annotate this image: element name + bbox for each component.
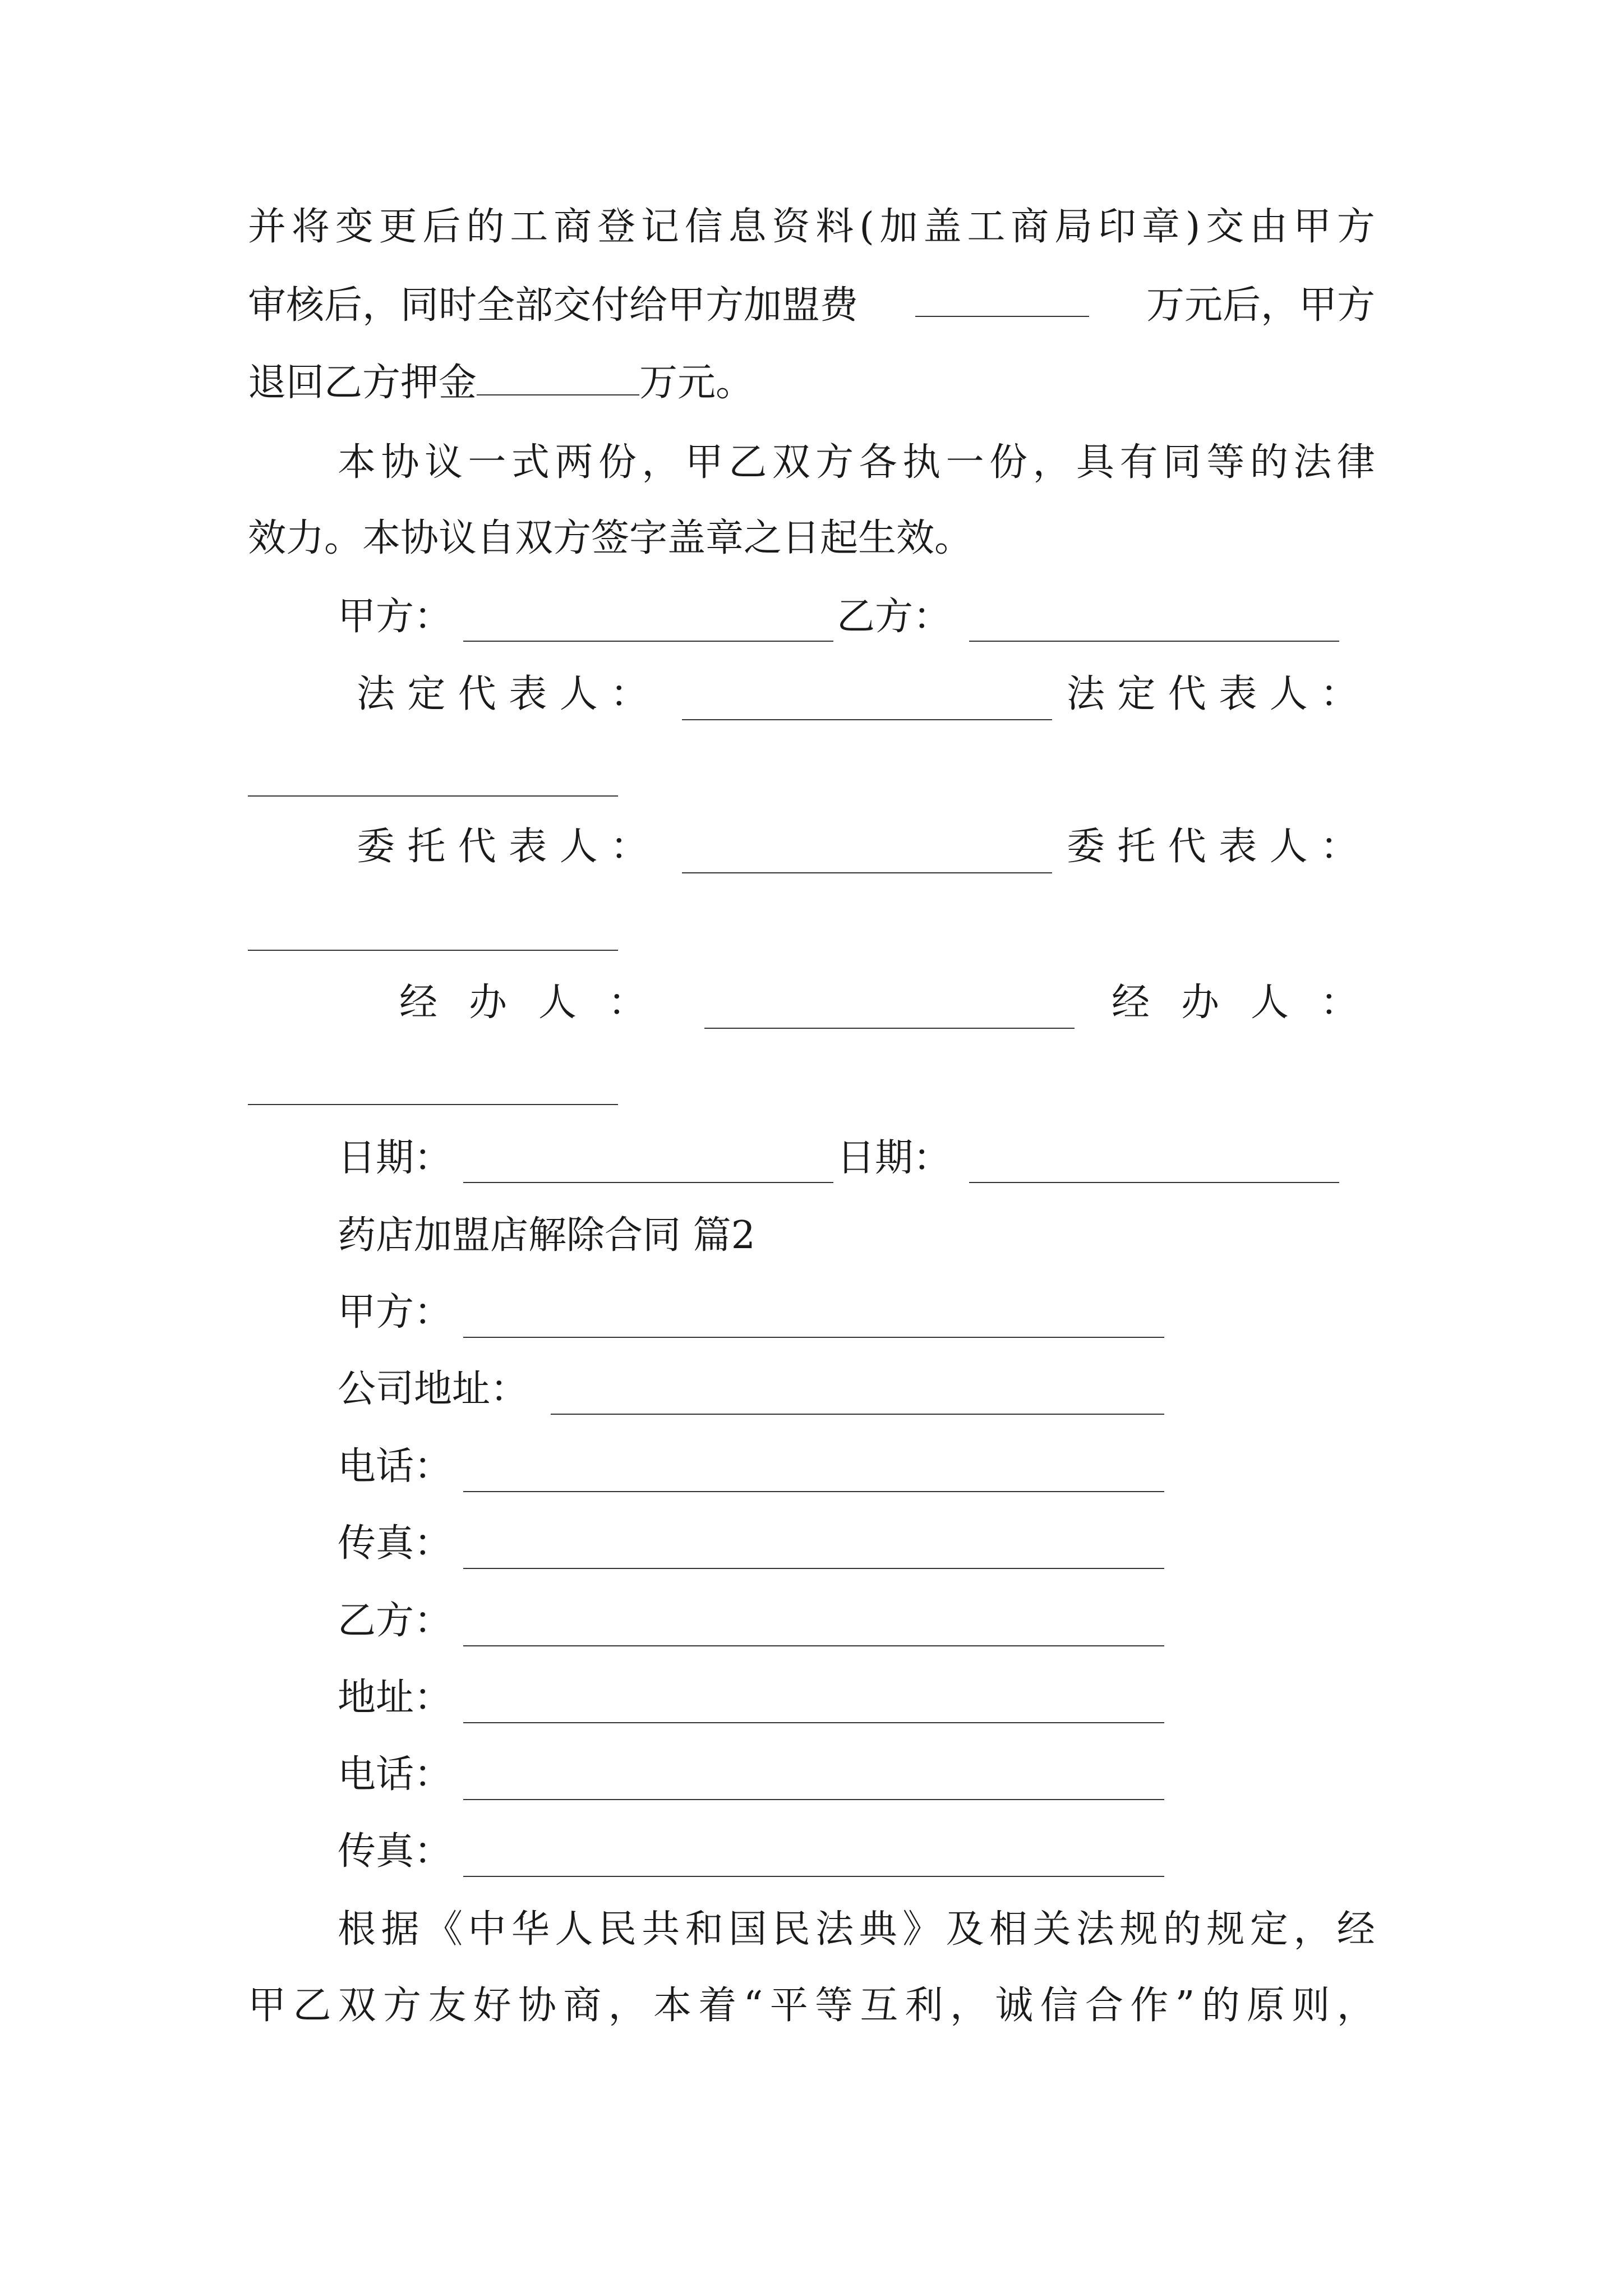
glyph: 工 — [510, 205, 548, 249]
glyph: 等 — [1206, 440, 1245, 485]
glyph: 议 — [424, 440, 463, 485]
glyph: 变 — [335, 205, 374, 249]
section2-heading: 药店加盟店解除合同 篇2 — [338, 1213, 755, 1258]
glyph: 记 — [640, 205, 679, 249]
glyph: 局 — [1054, 205, 1093, 249]
glyph: ， — [642, 440, 680, 485]
glyph: “ — [743, 1984, 763, 2028]
glyph: 本 — [653, 1984, 691, 2028]
glyph: 加 — [879, 205, 918, 249]
glyph: 根 — [338, 1907, 376, 1952]
glyph: 等 — [815, 1984, 854, 2028]
glyph: 据 — [381, 1907, 419, 1952]
glyph: 定 — [1249, 1907, 1288, 1952]
label-char: 表 — [509, 672, 547, 716]
field-phone-b-label: 电话： — [338, 1752, 453, 1797]
glyph: 的 — [1163, 1907, 1201, 1952]
glyph: 同 — [1163, 440, 1201, 485]
glyph: 交 — [1206, 205, 1244, 249]
label-char: ： — [1320, 672, 1358, 716]
glyph: 乙 — [728, 440, 767, 485]
glyph: 本 — [338, 440, 376, 485]
glyph: 协 — [518, 1984, 556, 2028]
glyph: 信 — [684, 205, 723, 249]
field-party-a-label: 甲方： — [338, 1290, 453, 1335]
glyph: 甲 — [248, 1984, 287, 2028]
glyph: ， — [1293, 1907, 1332, 1952]
glyph: 平 — [769, 1984, 808, 2028]
label-char: 表 — [1219, 672, 1257, 716]
glyph: 协 — [381, 440, 419, 485]
paragraph1-line2 — [248, 283, 1375, 328]
glyph: 国 — [728, 1907, 767, 1952]
glyph: 》 — [902, 1907, 941, 1952]
glyph: 信 — [1040, 1984, 1078, 2028]
field-phone-a-blank[interactable] — [463, 1491, 1164, 1492]
field-fax-a-blank[interactable] — [463, 1568, 1164, 1569]
field-party-b-label: 乙方： — [338, 1599, 453, 1643]
label-char: ： — [610, 825, 648, 869]
paragraph1-line2-text-b: 万元后，甲方 — [1146, 283, 1375, 328]
paragraph2-line2: 效力。本协议自双方签字盖章之日起生效。 — [248, 516, 973, 560]
glyph: 各 — [859, 440, 897, 485]
glyph: 双 — [338, 1984, 376, 2028]
glyph: 律 — [1336, 440, 1375, 485]
glyph: 双 — [772, 440, 810, 485]
entrusted-rep-a-blank[interactable] — [682, 872, 1052, 873]
glyph: 资 — [772, 205, 810, 249]
field-address-b-blank[interactable] — [463, 1722, 1164, 1723]
paragraph1-line3-text-b: 万元。 — [639, 361, 754, 405]
field-party-b-blank[interactable] — [463, 1645, 1164, 1646]
glyph: ， — [608, 1984, 647, 2028]
legal-rep-label-a — [357, 672, 648, 717]
handler-b-blank[interactable] — [248, 1104, 618, 1105]
paragraph1-line2-text-a: 审核后，同时全部交付给甲方加盟费 — [248, 283, 859, 328]
paragraph1-line3-text-a: 退回乙方押金 — [248, 361, 477, 405]
label-char: 人 — [559, 825, 598, 869]
glyph: 友 — [428, 1984, 467, 2028]
label-char: 表 — [1219, 825, 1257, 869]
glyph: 规 — [1119, 1907, 1158, 1952]
glyph: 的 — [466, 205, 505, 249]
glyph: 及 — [946, 1907, 984, 1952]
legal-rep-label-b — [1067, 672, 1358, 717]
glyph: 好 — [473, 1984, 511, 2028]
glyph: 份 — [989, 440, 1028, 485]
glyph: 作 — [1130, 1984, 1169, 2028]
glyph: 互 — [860, 1984, 898, 2028]
label-char: 托 — [407, 825, 446, 869]
glyph: ， — [1336, 1984, 1375, 2028]
glyph: 商 — [1011, 205, 1049, 249]
glyph: 的 — [1249, 440, 1288, 485]
glyph: 《 — [424, 1907, 463, 1952]
glyph: 登 — [597, 205, 636, 249]
glyph: 有 — [1119, 440, 1158, 485]
glyph: 人 — [555, 1907, 593, 1952]
glyph: ( — [859, 205, 874, 249]
glyph: 则 — [1292, 1984, 1330, 2028]
label-char: 代 — [458, 672, 496, 716]
label-char: ： — [1320, 825, 1358, 869]
entrusted-rep-b-blank[interactable] — [248, 950, 618, 951]
section2-body-line1 — [338, 1907, 1375, 1952]
glyph: 具 — [1076, 440, 1114, 485]
paragraph2-line1 — [338, 440, 1375, 485]
label-char: 人 — [1250, 981, 1289, 1025]
label-char: 法 — [357, 672, 395, 716]
date-a-label: 日期： — [338, 1136, 453, 1180]
party-b-blank[interactable] — [969, 641, 1339, 642]
label-char: 法 — [1067, 672, 1105, 716]
date-b-label: 日期： — [837, 1136, 952, 1180]
label-char: 经 — [399, 981, 438, 1025]
handler-a-blank[interactable] — [704, 1028, 1075, 1029]
party-a-label: 甲方： — [338, 595, 453, 639]
field-fax-a-label: 传真： — [338, 1521, 453, 1566]
label-char: ： — [607, 981, 646, 1025]
glyph: 合 — [1085, 1984, 1123, 2028]
label-char: 代 — [1168, 672, 1206, 716]
field-company-address-label: 公司地址： — [338, 1367, 529, 1411]
glyph: 共 — [642, 1907, 680, 1952]
glyph: 典 — [859, 1907, 897, 1952]
party-a-blank[interactable] — [463, 641, 833, 642]
glyph: 由 — [1249, 205, 1288, 249]
glyph: 后 — [422, 205, 461, 249]
glyph: 利 — [905, 1984, 943, 2028]
field-party-a-blank[interactable] — [463, 1337, 1164, 1338]
glyph: 法 — [1076, 1907, 1114, 1952]
field-fax-b-label: 传真： — [338, 1829, 453, 1874]
deposit-blank[interactable] — [477, 362, 639, 395]
glyph: 盖 — [923, 205, 962, 249]
label-char: 代 — [1168, 825, 1206, 869]
handler-label-a — [399, 981, 646, 1025]
glyph: 着 — [698, 1984, 737, 2028]
glyph: 章 — [1141, 205, 1180, 249]
glyph: 印 — [1098, 205, 1137, 249]
glyph: 法 — [815, 1907, 854, 1952]
label-char: 委 — [1067, 825, 1105, 869]
label-char: 办 — [1181, 981, 1219, 1025]
label-char: 办 — [468, 981, 507, 1025]
glyph: 份 — [598, 440, 637, 485]
label-char: ： — [1320, 981, 1358, 1025]
glyph: 华 — [511, 1907, 550, 1952]
party-b-label: 乙方： — [837, 595, 952, 639]
label-char: 人 — [1269, 825, 1308, 869]
field-fax-b-blank[interactable] — [463, 1876, 1164, 1877]
paragraph1-line1 — [248, 205, 1375, 250]
glyph: 经 — [1336, 1907, 1375, 1952]
label-char: 委 — [357, 825, 395, 869]
label-char: 人 — [538, 981, 577, 1025]
glyph: 和 — [685, 1907, 723, 1952]
glyph: 的 — [1201, 1984, 1240, 2028]
glyph: 方 — [1336, 205, 1375, 249]
glyph: 甲 — [685, 440, 723, 485]
glyph: 式 — [511, 440, 550, 485]
glyph: ， — [1032, 440, 1071, 485]
franchise-fee-blank[interactable] — [915, 283, 1089, 317]
glyph: 民 — [598, 1907, 637, 1952]
paragraph1-line3 — [248, 361, 754, 406]
glyph: 将 — [291, 205, 330, 249]
field-phone-a-label: 电话： — [338, 1444, 453, 1489]
glyph: 法 — [1293, 440, 1332, 485]
glyph: 方 — [815, 440, 854, 485]
glyph: 乙 — [293, 1984, 331, 2028]
label-char: 表 — [509, 825, 547, 869]
glyph: 一 — [468, 440, 506, 485]
glyph: 商 — [563, 1984, 602, 2028]
glyph: ) — [1185, 205, 1201, 249]
label-char: 定 — [1117, 672, 1156, 716]
glyph: 原 — [1247, 1984, 1285, 2028]
entrusted-rep-label-a — [357, 825, 648, 869]
glyph: ， — [950, 1984, 989, 2028]
glyph: 方 — [382, 1984, 421, 2028]
label-char: 人 — [559, 672, 598, 716]
label-char: ： — [610, 672, 648, 716]
glyph: 中 — [468, 1907, 506, 1952]
glyph: 两 — [555, 440, 593, 485]
label-char: 人 — [1269, 672, 1308, 716]
glyph: 料 — [815, 205, 854, 249]
legal-rep-b-blank[interactable] — [248, 795, 618, 797]
glyph: 商 — [554, 205, 592, 249]
glyph: 一 — [946, 440, 984, 485]
glyph: 更 — [379, 205, 417, 249]
glyph: 诚 — [995, 1984, 1034, 2028]
glyph: 工 — [967, 205, 1006, 249]
entrusted-rep-label-b — [1067, 825, 1358, 869]
glyph: 执 — [902, 440, 941, 485]
legal-rep-a-blank[interactable] — [682, 719, 1052, 720]
label-char: 经 — [1112, 981, 1150, 1025]
label-char: 托 — [1117, 825, 1156, 869]
glyph: 甲 — [1293, 205, 1331, 249]
glyph: 息 — [728, 205, 767, 249]
date-a-blank[interactable] — [463, 1182, 833, 1183]
glyph: ” — [1175, 1984, 1195, 2028]
field-company-address-blank[interactable] — [551, 1414, 1164, 1415]
label-char: 定 — [407, 672, 446, 716]
glyph: 关 — [1032, 1907, 1071, 1952]
glyph: 规 — [1206, 1907, 1245, 1952]
label-char: 代 — [458, 825, 496, 869]
glyph: 并 — [248, 205, 287, 249]
glyph: 民 — [772, 1907, 810, 1952]
section2-body-line2 — [248, 1984, 1375, 2028]
handler-label-b — [1112, 981, 1358, 1025]
glyph: 相 — [989, 1907, 1028, 1952]
field-address-b-label: 地址： — [338, 1676, 453, 1720]
date-b-blank[interactable] — [969, 1182, 1339, 1183]
field-phone-b-blank[interactable] — [463, 1799, 1164, 1800]
